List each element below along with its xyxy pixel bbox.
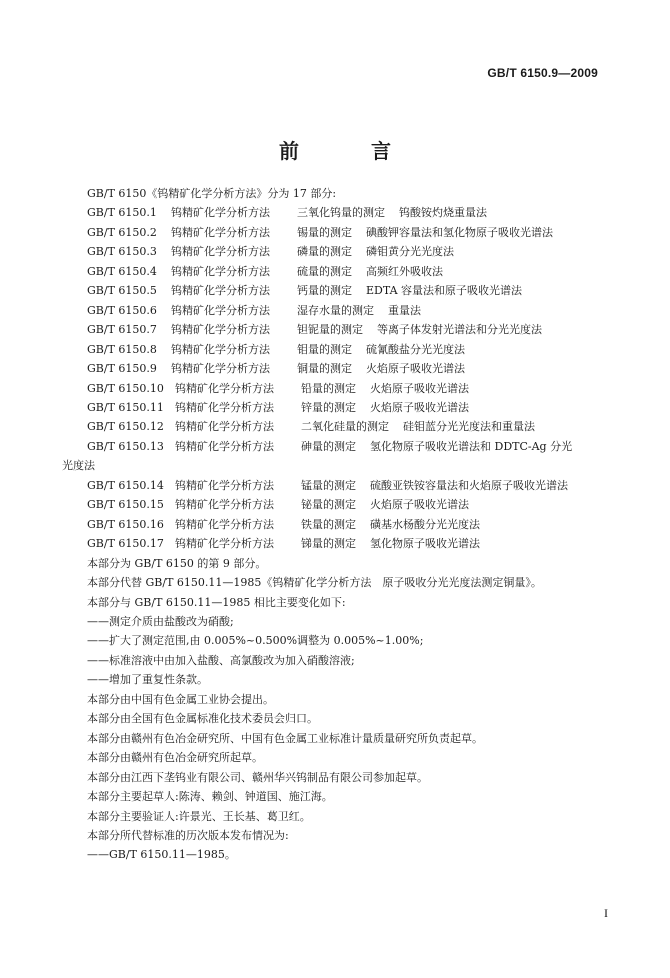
part-item: 锡量的测定: [297, 225, 352, 239]
part-code: GB/T 6150.1: [87, 206, 157, 220]
replaces-statement: 本部分代替 GB/T 6150.11—1985《钨精矿化学分析方法 原子吸收分光光度法测定铜量》。: [87, 576, 542, 590]
part-item: 铋量的测定: [301, 498, 356, 512]
part-row: [62, 476, 610, 495]
part-item: 钙量的测定: [297, 284, 352, 298]
part-code: GB/T 6150.3: [87, 245, 157, 259]
part-item: 二氧化硅量的测定: [301, 420, 389, 434]
part-row: [62, 534, 610, 553]
part-series: 钨精矿化学分析方法: [175, 537, 274, 551]
part-row: [62, 281, 610, 300]
part-method: 钨酸铵灼烧重量法: [399, 206, 487, 220]
part-item: 磷量的测定: [297, 245, 352, 259]
part-row: [62, 437, 610, 456]
change-item-2: ——扩大了测定范围,由 0.005%~0.500%调整为 0.005%~1.00%;: [87, 634, 424, 648]
proposed-by-statement: 本部分由中国有色金属工业协会提出。: [87, 692, 274, 706]
part-method: 高频红外吸收法: [366, 264, 443, 278]
main-drafters-statement: 本部分主要起草人:陈涛、赖剑、钟道国、施江海。: [87, 790, 333, 804]
part-method: 磺基水杨酸分光光度法: [370, 517, 480, 531]
part-item: 锌量的测定: [301, 400, 356, 414]
part-item: 铜量的测定: [297, 362, 352, 376]
part-item: 锰量的测定: [301, 478, 356, 492]
part-method: 等离子体发射光谱法和分光光度法: [377, 323, 542, 337]
part-row: [62, 262, 610, 281]
part-item: 硫量的测定: [297, 264, 352, 278]
part-item: 铅量的测定: [301, 381, 356, 395]
page-number: I: [604, 906, 608, 920]
centralized-by-statement: 本部分由全国有色金属标准化技术委员会归口。: [87, 712, 318, 726]
part-code: GB/T 6150.17: [87, 537, 164, 551]
part-series: 钨精矿化学分析方法: [175, 439, 274, 453]
part-item: 湿存水量的测定: [297, 303, 374, 317]
standard-code: GB/T 6150.9—2009: [487, 66, 598, 80]
part-code: GB/T 6150.13: [87, 439, 164, 453]
part-code: GB/T 6150.9: [87, 362, 157, 376]
part-series: 钨精矿化学分析方法: [175, 517, 274, 531]
part-row: [62, 301, 610, 320]
history-intro: 本部分所代替标准的历次版本发布情况为:: [87, 828, 289, 842]
part-series: 钨精矿化学分析方法: [175, 400, 274, 414]
part-series: 钨精矿化学分析方法: [171, 303, 270, 317]
parts-list: [62, 203, 610, 553]
part-method-continuation: 光度法: [62, 459, 95, 473]
part-code: GB/T 6150.11: [87, 400, 164, 414]
part-row: [62, 515, 610, 534]
part-code: GB/T 6150.14: [87, 478, 164, 492]
part-code: GB/T 6150.5: [87, 284, 157, 298]
part-item: 钼量的测定: [297, 342, 352, 356]
part-item: 锑量的测定: [301, 537, 356, 551]
part-row: [62, 203, 610, 222]
drafted-by-statement: 本部分由赣州有色冶金研究所起草。: [87, 751, 263, 765]
part-row: [62, 495, 610, 514]
part-code: GB/T 6150.10: [87, 381, 164, 395]
part-item: 钽铌量的测定: [297, 323, 363, 337]
intro-line: GB/T 6150《钨精矿化学分析方法》分为 17 部分:: [87, 187, 337, 200]
part-code: GB/T 6150.7: [87, 323, 157, 337]
part-code: GB/T 6150.12: [87, 420, 164, 434]
part-code: GB/T 6150.2: [87, 225, 157, 239]
foreword-body: [62, 184, 610, 865]
part-series: 钨精矿化学分析方法: [171, 284, 270, 298]
part-method: 重量法: [388, 303, 421, 317]
part-row: [62, 340, 610, 359]
part-method: 氢化物原子吸收光谱法: [370, 537, 480, 551]
part-method: 磷钼黄分光光度法: [366, 245, 454, 259]
part-method: 火焰原子吸收光谱法: [370, 400, 469, 414]
part-row: [62, 242, 610, 261]
part-row: [62, 359, 610, 378]
part-method: 火焰原子吸收光谱法: [370, 498, 469, 512]
part-method: 硫氰酸盐分光光度法: [366, 342, 465, 356]
part-of-statement: 本部分为 GB/T 6150 的第 9 部分。: [87, 556, 267, 570]
part-method: 硫酸亚铁铵容量法和火焰原子吸收光谱法: [370, 478, 568, 492]
part-method: EDTA 容量法和原子吸收光谱法: [366, 284, 523, 298]
part-series: 钨精矿化学分析方法: [171, 225, 270, 239]
part-item: 三氧化钨量的测定: [297, 206, 385, 220]
main-verifiers-statement: 本部分主要验证人:许景光、王长基、葛卫红。: [87, 809, 311, 823]
part-code: GB/T 6150.8: [87, 342, 157, 356]
part-method: 碘酸钾容量法和氢化物原子吸收光谱法: [366, 225, 553, 239]
part-item: 砷量的测定: [301, 439, 356, 453]
history-item-1: ——GB/T 6150.11—1985。: [87, 848, 236, 862]
part-method: 火焰原子吸收光谱法: [366, 362, 465, 376]
responsible-drafter-statement: 本部分由赣州有色冶金研究所、中国有色金属工业标准计量质量研究所负责起草。: [87, 731, 483, 745]
part-method: 火焰原子吸收光谱法: [370, 381, 469, 395]
part-series: 钨精矿化学分析方法: [175, 478, 274, 492]
part-row: [62, 398, 610, 417]
change-item-1: ——测定介质由盐酸改为硝酸;: [87, 614, 234, 628]
part-code: GB/T 6150.16: [87, 517, 164, 531]
part-series: 钨精矿化学分析方法: [171, 323, 270, 337]
part-method: 硅钼蓝分光光度法和重量法: [403, 420, 535, 434]
part-item: 铁量的测定: [301, 517, 356, 531]
part-method: 氢化物原子吸收光谱法和 DDTC-Ag 分光: [370, 439, 573, 453]
part-code: GB/T 6150.4: [87, 264, 157, 278]
part-series: 钨精矿化学分析方法: [171, 264, 270, 278]
part-row: [62, 379, 610, 398]
part-series: 钨精矿化学分析方法: [175, 381, 274, 395]
part-series: 钨精矿化学分析方法: [175, 420, 274, 434]
part-code: GB/T 6150.15: [87, 498, 164, 512]
participants-statement: 本部分由江西下垄钨业有限公司、赣州华兴钨制品有限公司参加起草。: [87, 770, 428, 784]
part-row: [62, 223, 610, 242]
part-row: [62, 417, 610, 436]
change-item-4: ——增加了重复性条款。: [87, 673, 208, 687]
part-row: [62, 320, 610, 339]
changes-intro: 本部分与 GB/T 6150.11—1985 相比主要变化如下:: [87, 595, 346, 609]
part-series: 钨精矿化学分析方法: [171, 206, 270, 220]
part-series: 钨精矿化学分析方法: [171, 362, 270, 376]
part-series: 钨精矿化学分析方法: [171, 245, 270, 259]
part-series: 钨精矿化学分析方法: [175, 498, 274, 512]
change-item-3: ——标准溶液中由加入盐酸、高氯酸改为加入硝酸溶液;: [87, 653, 355, 667]
part-code: GB/T 6150.6: [87, 303, 157, 317]
part-series: 钨精矿化学分析方法: [171, 342, 270, 356]
page-title: 前 言: [279, 139, 417, 163]
